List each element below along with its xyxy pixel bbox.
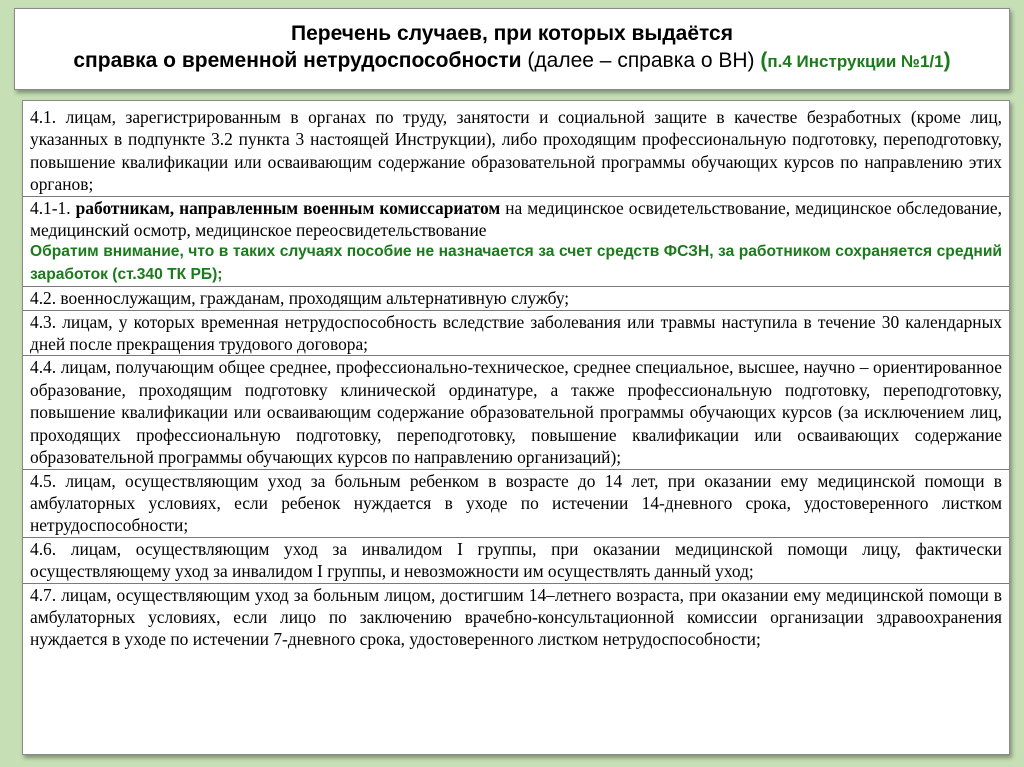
title-paren-close: ): [943, 49, 951, 72]
list-item-4-5: 4.5. лицам, осуществляющим уход за больным ребенком в возрасте до 14 лет, при оказании ему медицинской помощи в амбулаторных условиях, если ребенок нуждается в уходе по истечении 14-дневного срока, удостоверенного листком нетрудоспособности;: [30, 470, 1002, 536]
list-item-4-1: 4.1. лицам, зарегистрированным в органах по труду, занятости и социальной защите в качестве безработных (кроме лиц, указанных в подпункте 3.2 пункта 3 настоящей Инструкции), либо проходящим профессиональную подготовку, переподготовку, повышение квалификации или осваивающим содержание образовательной программы обучающих курсов по направлению этих органов;: [30, 107, 1002, 195]
title-reference: п.4 Инструкции №1/1: [767, 52, 944, 71]
list-item-4-3: 4.3. лицам, у которых временная нетрудоспособность вследствие заболевания или травмы наступила в течение 30 календарных дней после прекращения трудового договора;: [30, 311, 1002, 355]
item-prefix: 4.1-1.: [30, 197, 76, 218]
item-bold-text: работникам, направленным военным комиссариатом: [75, 197, 501, 218]
item-rest-text: на медицинское освидетельствование, медицинское обследование, медицинский осмотр, медицинское переосвидетельствование: [30, 197, 1002, 241]
list-item-4-6: 4.6. лицам, осуществляющим уход за инвалидом I группы, при оказании медицинской помощи лицу, фактически осуществляющему уход за инвалидом I группы, и невозможности им осуществлять данный уход;: [30, 538, 1002, 582]
title-line-2: [15, 47, 1009, 76]
title-normal-part: (далее – справка о ВН): [521, 49, 761, 72]
title-bold-part: справка о временной нетрудоспособности: [73, 49, 522, 72]
attention-note: Обратим внимание, что в таких случаях пособие не назначается за счет средств ФСЗН, за работником сохраняется средний заработок (ст.340 ТК РБ);: [30, 243, 1002, 283]
list-item-4-2: 4.2. военнослужащим, гражданам, проходящим альтернативную службу;: [30, 288, 570, 309]
list-item-4-4: 4.4. лицам, получающим общее среднее, профессионально-техническое, среднее специальное, высшее, научно – ориентированное образование, проходящим подготовку клинической ординатуре, а также профессиональную подготовку, переподготовку, повышение квалификации или осваивающим содержание образовательной программы обучающих курсов (за исключением лиц, проходящих профессиональную подготовку, переподготовку, повышение квалификации или осваивающих содержание образовательной программы обучающих курсов по направлению организаций);: [30, 357, 1002, 468]
list-item-4-1-1: [30, 197, 1002, 242]
list-item-4-7: 4.7. лицам, осуществляющим уход за больным лицом, достигшим 14–летнего возраста, при оказании ему медицинской помощи в амбулаторных условиях, если лицо по заключению врачебно-консультационной комиссии организации здравоохранения нуждается в уходе по истечении 7-дневного срока, удостоверенного листком нетрудоспособности;: [30, 584, 1002, 650]
title-box: [14, 8, 1010, 90]
content-box: [22, 100, 1010, 755]
title-line-1: Перечень случаев, при которых выдаётся: [291, 22, 733, 45]
title-paren-open: (: [760, 49, 768, 72]
